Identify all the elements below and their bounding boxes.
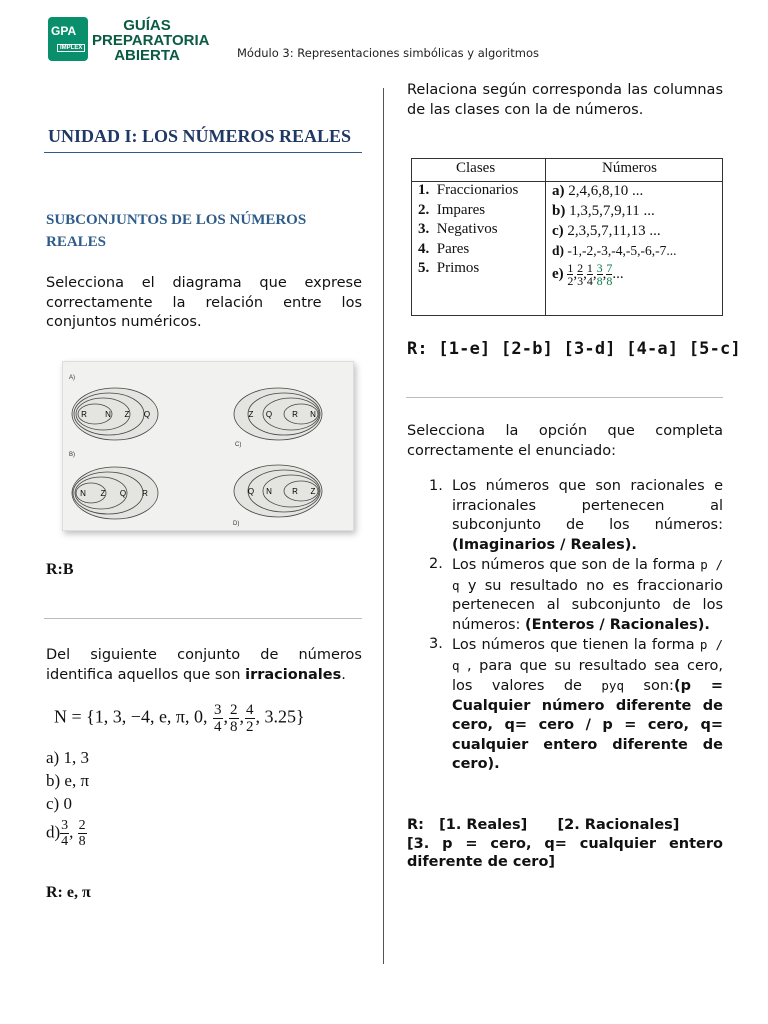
set-suffix: , 3.25} (255, 706, 305, 727)
list-item: 3. Los números que tienen la forma p / q , para que su resultado sea cero, los valores de pyq son:(p = Cualquier número diferente de cero, q= cero / p = cero, q= cualquier entero diferente de cero). (429, 636, 723, 772)
number-item: c) 2,3,5,7,11,13 ... (552, 223, 661, 239)
title-rule (44, 152, 362, 153)
numbered-list (407, 477, 723, 775)
brand-name (92, 17, 210, 64)
number-item: b) 1,3,5,7,9,11 ... (552, 203, 655, 219)
class-item: 2. Impares (418, 201, 486, 218)
venn-set: Q (247, 487, 255, 496)
number-item-fractions: e) $\frac{1}{2}$ , $\frac{2}{3}$ , $\frac{1}{4}$ , $\frac{3}{8}$ , $\frac{7}{8}$ ... (552, 261, 624, 288)
venn-set: R (292, 487, 298, 496)
unit-title: UNIDAD I: LOS NÚMEROS REALES (48, 126, 352, 146)
logo (48, 17, 88, 61)
set-prefix: N = {1, 3, −4, e, π, 0, (54, 706, 213, 727)
question-complete: Selecciona la opción que completa correctamente el enunciado: (407, 423, 723, 459)
venn-set: N (310, 410, 316, 419)
class-item: 3. Negativos (418, 221, 498, 237)
fraction: $\frac{4}{2}$ (246, 702, 254, 735)
venn-diagram-image (62, 361, 354, 531)
venn-set: Z (248, 410, 254, 419)
answer-relate: R: [1-e] [2-b] [3-d] [4-a] [5-c] (407, 339, 741, 359)
venn-label-b: B) (69, 452, 75, 458)
answer-complete (407, 816, 723, 872)
venn-set: Q (119, 489, 127, 498)
divider (406, 397, 723, 398)
logo-text: GPA (51, 24, 77, 38)
venn-diagram (63, 362, 353, 530)
list-item: 2. Los números que son de la forma p / q y su resultado no es fraccionario pertenecen al subconjunto de los números: (Enteros / Racionales). (429, 556, 723, 633)
answer-line: [3. p = cero, q= cualquier entero diferente de cero] (407, 835, 723, 870)
venn-set: Z (100, 489, 106, 498)
number-item: d) -1,-2,-3,-4,-5,-6,-7... (552, 243, 677, 258)
venn-label-a: A) (69, 375, 75, 381)
brand-line: ABIERTA (114, 47, 180, 64)
classes-table (411, 158, 723, 316)
question-emphasis: irracionales (245, 666, 342, 683)
list-item: 1. Los números que son racionales e irracionales pertenecen al subconjunto de los números: (Imaginarios / Reales). (429, 478, 723, 553)
venn-set: Z (124, 410, 130, 419)
venn-label-c: C) (235, 442, 242, 448)
fraction: $\frac{2}{8}$ (230, 702, 238, 735)
venn-panel-c (234, 388, 322, 440)
venn-set: R (142, 489, 148, 498)
class-item: 1. Fraccionarios (418, 182, 519, 198)
venn-set: N (266, 487, 272, 496)
section-title: SUBCONJUNTOS DE LOS NÚMEROS REALES (46, 212, 307, 250)
question-text-end: . (341, 666, 346, 683)
fraction: $\frac{2}{8}$ (78, 818, 86, 849)
question-relate: Relaciona según corresponda las columnas de las clases con la de números. (407, 82, 723, 118)
answer-irrationals: R: e, π (46, 884, 91, 901)
venn-set: Q (265, 410, 273, 419)
brand-line: PREPARATORIA (92, 32, 210, 49)
option-d: d) $\frac{3}{4}$ , $\frac{2}{8}$ (46, 818, 86, 849)
answer-line: R: [1. Reales] [2. Racionales] (407, 817, 680, 833)
module-title: Módulo 3: Representaciones simbólicas y algoritmos (237, 46, 539, 60)
numbers-list (552, 181, 677, 287)
option-d-key: d) (46, 822, 61, 842)
fraction: $\frac{3}{4}$ (214, 702, 222, 735)
fraction: $\frac{3}{4}$ (61, 818, 69, 849)
option-c: c) 0 (46, 794, 72, 813)
venn-set: Q (143, 410, 151, 419)
table-col-divider (545, 159, 546, 315)
column-divider (383, 88, 384, 964)
table-header-numbers: Números (602, 160, 657, 176)
logo-subtext: IMPLEX (57, 44, 85, 52)
class-item: 5. Primos (418, 260, 480, 276)
venn-set: R (292, 410, 298, 419)
option-b: b) e, π (46, 771, 90, 790)
question-venn: Selecciona el diagrama que exprese correctamente la relación entre los conjuntos numéricos. (46, 275, 362, 330)
question-irrationals (46, 646, 362, 685)
class-item: 4. Pares (418, 240, 470, 257)
venn-label-d: D) (233, 521, 240, 527)
answer-venn: R:B (46, 561, 74, 578)
set-n-expression: N = {1, 3, −4, e, π, 0, $\frac{3}{4}$ , $\frac{2}{8}$ , $\frac{4}{2}$ , 3.25} (54, 702, 305, 735)
brand-line: GUÍAS (123, 17, 171, 34)
classes-list (418, 181, 518, 279)
venn-set: Z (310, 487, 316, 496)
table-header-classes: Clases (456, 160, 496, 176)
number-item: a) 2,4,6,8,10 ... (552, 183, 644, 199)
divider (44, 618, 362, 619)
venn-set: N (80, 489, 86, 498)
venn-set: N (105, 410, 111, 419)
option-a: a) 1, 3 (46, 748, 89, 767)
question-text: Del siguiente conjunto de números identifica aquellos que son (46, 647, 362, 683)
venn-set: R (81, 410, 87, 419)
